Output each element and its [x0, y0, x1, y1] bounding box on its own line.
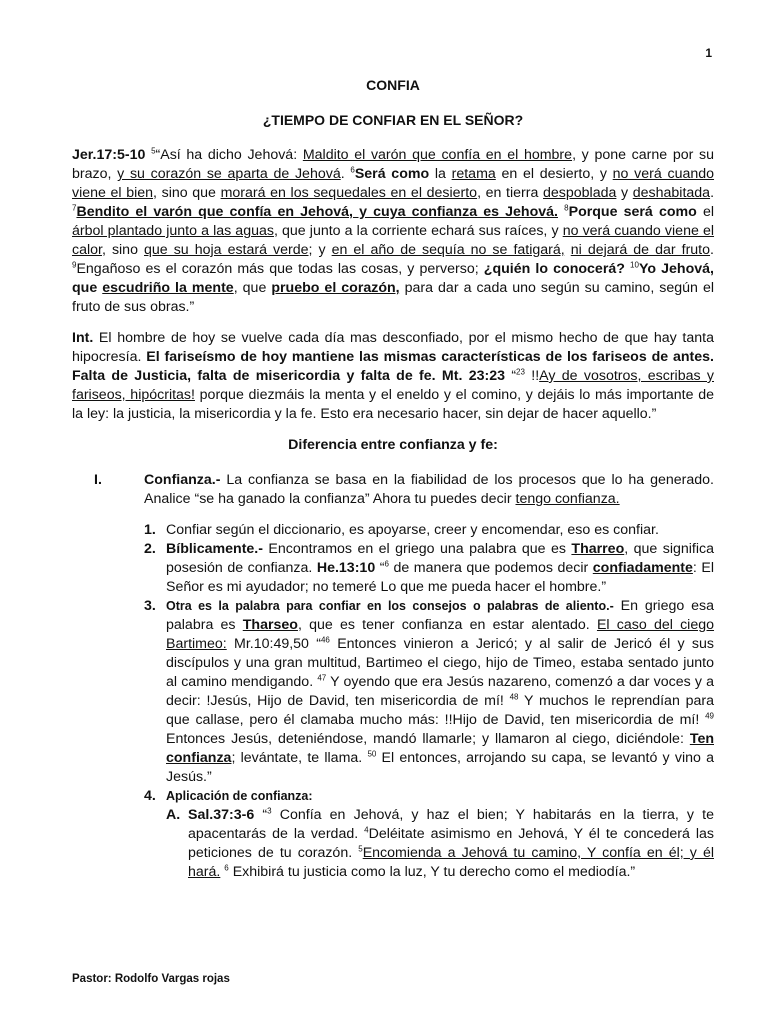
passage-text: .	[340, 166, 351, 182]
underlined-text: despoblada	[543, 185, 617, 201]
verse-number: 50	[367, 749, 377, 759]
paragraph-text: En griego esa palabra es	[166, 598, 714, 633]
passage-text: , que	[233, 280, 272, 296]
document-subtitle: ¿TIEMPO DE CONFIAR EN EL SEÑOR?	[262, 112, 524, 128]
bold-text: Sal.37:3-6	[188, 807, 255, 823]
outline-item-letter	[166, 806, 714, 882]
outline-body	[144, 471, 714, 509]
underlined-text: Ay de vosotros, escribas y fariseos, hipócritas!	[72, 368, 714, 403]
intro-label: Int.	[72, 330, 94, 346]
verse-number: 47	[317, 673, 327, 683]
verse-number: 49	[705, 711, 714, 721]
paragraph-text: Encontramos en el griego una palabra que es	[262, 541, 572, 557]
outline-number: 1.	[144, 522, 156, 538]
paragraph-text: de manera que podemos decir	[388, 560, 593, 576]
verse-number: 7	[72, 203, 77, 213]
outline-number: 3.	[144, 598, 156, 614]
outline-item	[144, 521, 714, 540]
passage-text: ; y	[308, 242, 332, 258]
bold-text: Bíblicamente.-	[166, 541, 263, 557]
passage-text: en el desierto, y	[495, 166, 613, 182]
passage-text: Engañoso es el corazón más que todas las cosas, y perverso;	[76, 261, 484, 277]
bold-text: Porque será como	[568, 204, 697, 220]
underlined-text: no verá cuando viene el calor	[72, 223, 715, 258]
verse-number: 3	[267, 806, 272, 816]
passage-text: y	[616, 185, 633, 201]
verse-number: 6	[384, 559, 389, 569]
paragraph-text: “	[505, 368, 517, 384]
paragraph-text: El entonces, arrojando su capa, se levantó y vino a Jesús.”	[166, 750, 714, 785]
passage-text: .	[710, 242, 714, 258]
underlined-text: y su corazón se aparta de Jehová	[117, 166, 341, 182]
bold-text: Será como	[354, 166, 430, 182]
passage-text: , sino	[101, 242, 144, 258]
paragraph-text: Confía en Jehová, y haz el bien; Y habitarás en la tierra, y te apacentarás de la verdad.	[188, 807, 714, 842]
outline-body	[166, 787, 714, 806]
paragraph-text: , que es tener confianza en estar alentado.	[297, 617, 597, 633]
paragraph-text: Confiar según el diccionario, es apoyarse, creer y encomendar, eso es confiar.	[166, 522, 659, 538]
verse-number: 9	[72, 260, 77, 270]
paragraph-text: “	[254, 807, 268, 823]
section-heading: Diferencia entre confianza y fe:	[288, 437, 498, 453]
bold-underlined-text: Tharreo	[571, 541, 625, 557]
bold-text: Yo Jehová, que	[72, 261, 714, 296]
underlined-text: morará en los sequedales en el desierto	[220, 185, 478, 201]
underlined-text: no verá cuando viene el bien	[72, 166, 715, 201]
verse-number: 46	[320, 635, 330, 645]
paragraph-text: Entonces Jesús, deteniéndose, mandó llamarle; y llamaron al ciego, diciéndole:	[166, 731, 690, 747]
underlined-text: El caso del ciego Bartimeo:	[166, 617, 715, 652]
bold-underlined-text: Bendito el varón que confía en Jehová, y cuya confianza es Jehová.	[76, 204, 558, 220]
underlined-text: retama	[451, 166, 496, 182]
paragraph-text: , que significa posesión de confianza.	[166, 541, 714, 576]
bold-text: Aplicación de confianza:	[166, 789, 313, 803]
verse-number: 23	[516, 367, 525, 377]
bold-text: El fariseísmo de hoy mantiene las mismas características de los fariseos de antes. Falta de Justicia, falta de misericordia y falta de fe. Mt. 23:23	[72, 349, 714, 384]
underlined-text: que su hoja estará verde	[144, 242, 309, 258]
underlined-text: Maldito el varón que confía en el hombre	[302, 147, 573, 163]
paragraph-text: porque diezmáis la menta y el eneldo y el comino, y dejáis lo más importante de la ley: la justicia, la misericordia y la fe. Esto era necesario hacer, sin dejar de hacer aquello.”	[72, 387, 714, 422]
verse-number: 5	[358, 844, 363, 854]
bold-underlined-text: Tharseo	[242, 617, 298, 633]
paragraph-text: ; levántate, te llama.	[231, 750, 368, 766]
outline-body	[166, 597, 714, 787]
underlined-text: ni dejará de dar fruto	[570, 242, 711, 258]
outline-body	[166, 540, 714, 597]
underlined-text: Encomienda a Jehová tu camino, Y confía en él; y él hará.	[188, 845, 714, 880]
passage-text: la	[429, 166, 452, 182]
outline-body	[166, 521, 714, 540]
outline-item	[144, 540, 714, 597]
document-title: CONFIA	[366, 77, 420, 93]
outline-item-roman	[72, 471, 714, 509]
outline-number: 4.	[144, 788, 156, 804]
verse-number: 6	[224, 863, 229, 873]
bold-underlined-text: pruebo el corazón,	[271, 280, 400, 296]
passage-text: para dar a cada uno según su camino, según el fruto de sus obras.”	[72, 280, 714, 315]
verse-number: 5	[151, 146, 156, 156]
paragraph-text: El hombre de hoy se vuelve cada día mas desconfiado, por el mismo hecho de que hay tanta hipocresía.	[72, 330, 714, 365]
passage-text: “Así ha dicho Jehová:	[155, 147, 303, 163]
underlined-text: deshabitada	[632, 185, 711, 201]
passage-text: , en tierra	[477, 185, 544, 201]
paragraph-text: Entonces vinieron a Jericó; y al salir de Jericó él y sus discípulos y una gran multitud, Bartimeo el ciego, hijo de Timeo, estaba sentado junto al camino mendigando.	[166, 636, 714, 690]
outline-item	[144, 597, 714, 787]
verse-number: 6	[350, 165, 355, 175]
paragraph-text: Deléitate asimismo en Jehová, Y él te concederá las peticiones de tu corazón.	[188, 826, 714, 861]
scripture-reference: Jer.17:5-10	[72, 147, 146, 163]
paragraph-text: Y muchos le reprendían para que callase, pero él clamaba mucho más: !!Hijo de David, ten misericordia de mí!	[166, 693, 714, 728]
underlined-text: árbol plantado junto a las aguas	[72, 223, 274, 239]
passage-text: , y pone carne por su brazo,	[72, 147, 715, 182]
bold-text: He.13:10	[316, 560, 376, 576]
bold-text: Confianza.-	[144, 472, 221, 488]
outline-number: A.	[166, 807, 181, 823]
underlined-text: tengo confianza.	[515, 491, 620, 507]
verse-number: 48	[509, 692, 519, 702]
paragraph-text: La confianza se basa en la fiabilidad de los procesos que lo ha generado. Analice “se ha ganado la confianza” Ahora tu puedes decir	[144, 472, 714, 507]
paragraph-text: Mr.10:49,50 “	[226, 636, 321, 652]
bold-underlined-text: escudriño la mente	[102, 280, 234, 296]
paragraph-text: “	[375, 560, 385, 576]
passage-text: .	[710, 185, 715, 201]
paragraph-text: : El Señor es mi ayudador; no temeré Lo que me pueda hacer el hombre.”	[166, 560, 715, 595]
jeremiah-passage	[72, 146, 714, 317]
document-body	[72, 76, 714, 882]
paragraph-text: Y oyendo que era Jesús nazareno, comenzó a dar voces y a decir: !Jesús, Hijo de David, ten misericordia de mí!	[166, 674, 715, 709]
paragraph-text: !!	[524, 368, 540, 384]
page-footer: Pastor: Rodolfo Vargas rojas	[72, 973, 230, 985]
passage-text: , que junto a la corriente echará sus raíces, y	[273, 223, 563, 239]
bold-text: Otra es la palabra para confiar en los consejos o palabras de aliento.-	[166, 599, 614, 613]
bold-underlined-text: confiadamente	[592, 560, 693, 576]
verse-number: 8	[564, 203, 569, 213]
paragraph-text: Exhibirá tu justicia como la luz, Y tu derecho como el mediodía.”	[228, 864, 636, 880]
passage-text: el	[696, 204, 714, 220]
verse-number: 10	[630, 260, 639, 270]
page-number: 1	[705, 46, 712, 60]
verse-number: 4	[364, 825, 369, 835]
outline-item	[144, 787, 714, 806]
outline-number: I.	[94, 472, 102, 488]
bold-text: ¿quién lo conocerá?	[483, 261, 625, 277]
outline-body	[188, 806, 714, 882]
passage-text: , sino que	[153, 185, 221, 201]
outline-number: 2.	[144, 541, 156, 557]
underlined-text: en el año de sequía no se fatigará,	[331, 242, 565, 258]
intro-paragraph	[72, 329, 714, 424]
bold-underlined-text: Ten confianza	[166, 731, 714, 766]
